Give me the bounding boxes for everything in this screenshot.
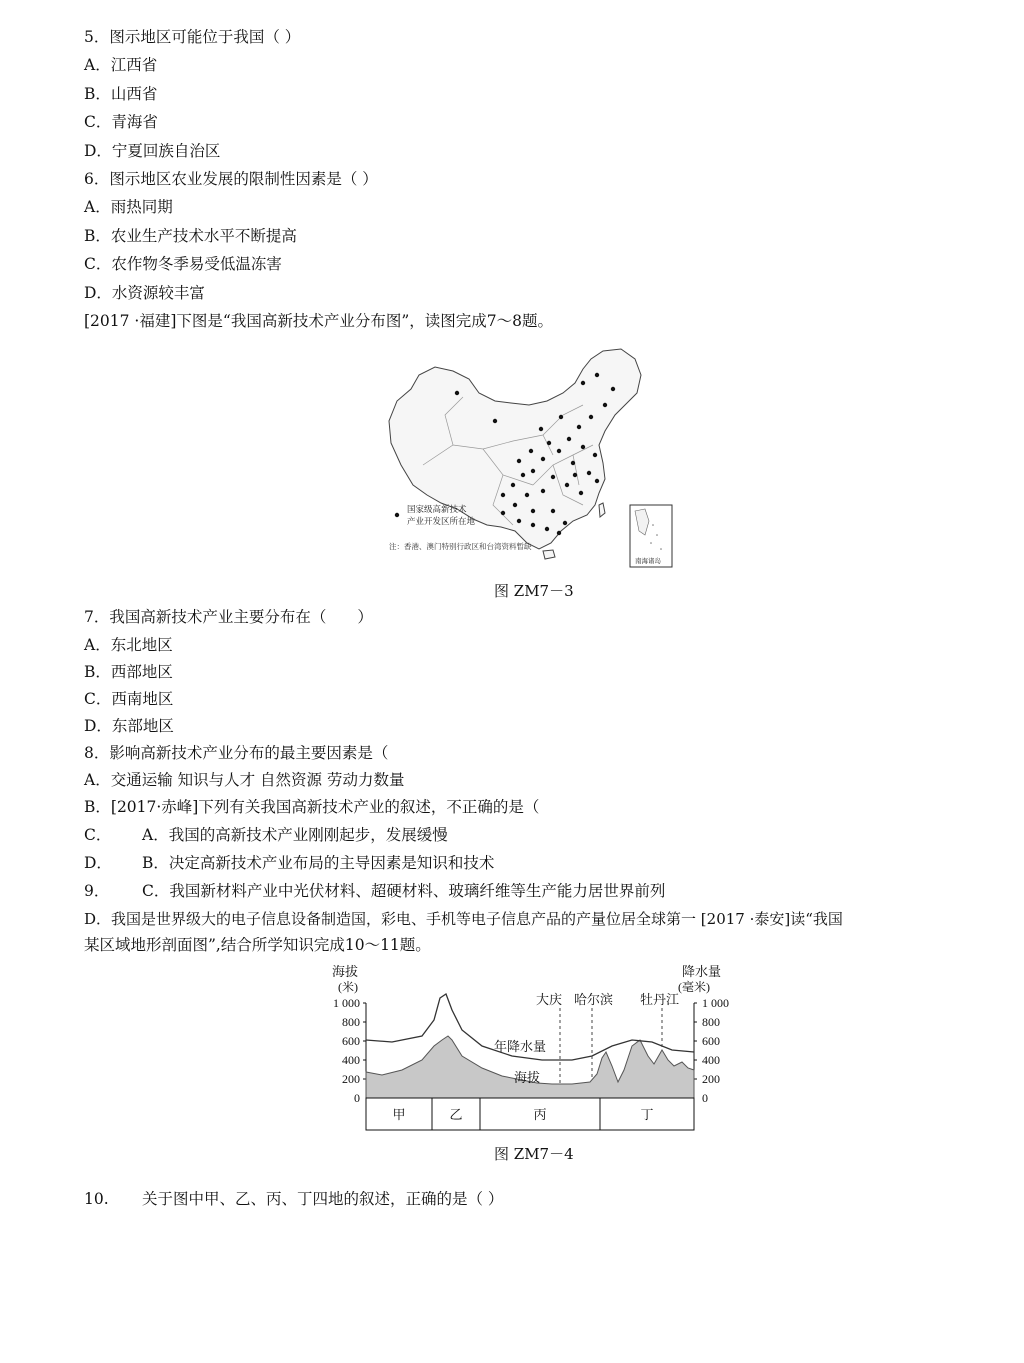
q8-stem: 8．影响高新技术产业分布的最主要因素是（ [84, 744, 389, 762]
q8-option-d-label: D． [84, 854, 112, 872]
figure-caption-zm7-4: 图 ZM7－4 [494, 1145, 574, 1163]
right-tick-0: 0 [702, 1091, 708, 1105]
left-tick-400: 400 [342, 1053, 360, 1067]
q9-text: C．我国新材料产业中光伏材料、超硬材料、玻璃纤维等生产能力居世界前列 [142, 882, 666, 900]
left-axis-unit: (米) [338, 980, 358, 994]
q6-option-d: D．水资源较丰富 [84, 284, 205, 302]
terrain-profile-figure [322, 960, 742, 1135]
right-tick-800: 800 [702, 1015, 720, 1029]
right-tick-600: 600 [702, 1034, 720, 1048]
legend-marker [395, 513, 399, 517]
q7-option-a: A．东北地区 [84, 636, 173, 654]
q8-option-d [84, 853, 494, 873]
figure-caption-zm7-3: 图 ZM7－3 [494, 582, 574, 600]
right-tick-400: 400 [702, 1053, 720, 1067]
q5-option-a: A．江西省 [84, 56, 158, 74]
inset-label: 南海诸岛 [635, 558, 661, 565]
china-high-tech-map [383, 345, 703, 570]
taiwan-island [599, 503, 605, 517]
left-tick-200: 200 [342, 1072, 360, 1086]
q7-option-c: C．西南地区 [84, 690, 174, 708]
q8-option-c [84, 825, 448, 845]
q7-option-b: B．西部地区 [84, 663, 173, 681]
q5-option-c: C．青海省 [84, 113, 158, 131]
city-mudanjiang: 牡丹江 [640, 992, 680, 1007]
left-axis-title: 海拔 [332, 964, 359, 979]
q6-option-a: A．雨热同期 [84, 198, 173, 216]
legend-line-1: 国家级高新技术 [407, 504, 467, 514]
q8-option-c-label: C． [84, 826, 112, 844]
city-daqing: 大庆 [536, 992, 563, 1007]
q10-text: 关于图中甲、乙、丙、丁四地的叙述，正确的是（ ） [142, 1190, 504, 1208]
right-axis-unit: (毫米) [678, 980, 710, 994]
city-harbin: 哈尔滨 [574, 992, 614, 1007]
south-china-sea-inset [630, 505, 672, 567]
q9-option-d-line-1: D．我国是世界级大的电子信息设备制造国，彩电、手机等电子信息产品的产量位居全球第一 [2017 ·泰安]读“我国 [84, 910, 843, 928]
region-ding: 丁 [640, 1107, 654, 1122]
right-axis-title: 降水量 [682, 964, 722, 979]
right-tick-1000: 1 000 [702, 996, 729, 1010]
legend-line-2: 产业开发区所在地 [407, 516, 476, 526]
q10-stem [84, 1189, 503, 1209]
q8-option-b: B．[2017·赤峰]下列有关我国高新技术产业的叙述，不正确的是（ [84, 798, 540, 816]
label-annual-precipitation: 年降水量 [494, 1039, 547, 1054]
q6-option-b: B．农业生产技术水平不断提高 [84, 227, 297, 245]
q7-stem: 7．我国高新技术产业主要分布在（ ） [84, 608, 373, 626]
region-bing: 丙 [533, 1107, 547, 1122]
q5-stem: 5．图示地区可能位于我国（ ） [84, 28, 301, 46]
map-note: 注：香港、澳门特别行政区和台湾资料暂缺 [389, 542, 532, 551]
left-tick-600: 600 [342, 1034, 360, 1048]
q8-option-c-text: A．我国的高新技术产业刚刚起步，发展缓慢 [142, 826, 448, 844]
q9-stem [84, 881, 665, 901]
intro-7-8: [2017 ·福建]下图是“我国高新技术产业分布图”，读图完成7～8题。 [84, 312, 553, 330]
q7-option-d: D．东部地区 [84, 717, 174, 735]
q8-option-d-text: B．决定高新技术产业布局的主导因素是知识和技术 [142, 854, 495, 872]
region-jia: 甲 [392, 1107, 406, 1122]
q6-stem: 6．图示地区农业发展的限制性因素是（ ） [84, 170, 378, 188]
q10-label: 10. [84, 1190, 109, 1208]
left-tick-0: 0 [354, 1091, 360, 1105]
right-tick-200: 200 [702, 1072, 720, 1086]
hainan-island [543, 550, 555, 559]
left-tick-800: 800 [342, 1015, 360, 1029]
q5-option-b: B．山西省 [84, 85, 158, 103]
q6-option-c: C．农作物冬季易受低温冻害 [84, 255, 282, 273]
q9-option-d-line-2: 某区域地形剖面图”,结合所学知识完成10～11题。 [84, 936, 431, 954]
left-tick-1000: 1 000 [333, 996, 360, 1010]
region-yi: 乙 [449, 1107, 463, 1122]
label-elevation: 海拔 [514, 1070, 541, 1085]
q8-option-a: A．交通运输 知识与人才 自然资源 劳动力数量 [84, 771, 405, 789]
q9-label: 9． [84, 882, 110, 900]
q5-option-d: D．宁夏回族自治区 [84, 142, 221, 160]
